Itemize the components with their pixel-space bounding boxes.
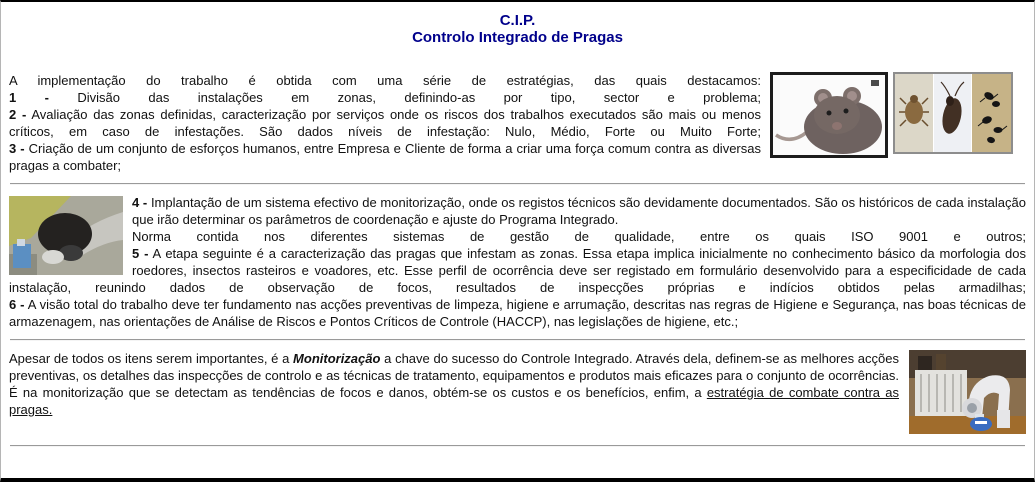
item-text: Divisão das instalações em zonas, definindo-as por tipo, sector e problema; [77,90,761,105]
text-before-emphasis: Apesar de todos os itens serem importantes, é a [9,351,294,366]
horizontal-rule-2 [10,339,1025,341]
strategies-text-block [9,72,761,174]
item-number: 1 - [9,90,49,105]
item-number: 4 - [132,195,148,210]
list-item-2 [9,106,761,140]
monitoring-emphasis: Monitorização [293,351,381,366]
item-text: Implantação de um sistema efectivo de monitorização, onde os registos técnicos são devidamente documentados. São os históricos de cada instalação que irão determinar os parâmetros de coordenação e ajuste do Programa Integrado. [132,195,1026,227]
section-monitoring-key [9,350,1026,436]
item-text: A etapa seguinte é a caracterização das pragas que infestam as zonas. Essa etapa implica inicialmente no conhecimento básico da morfologia dos roedores, insectos rasteiros e voadores, etc. Esse perfil de ocorrência deve ser registado em formulário desenvolvido para a especificidade de cada instalação, reunindo dados de observação de focos, resultados de inspecções próprias e indícios obtidos pelas armadilhas; [9,246,1026,295]
list-item-3 [9,140,761,174]
list-item-4 [9,194,1026,228]
item-text: Criação de um conjunto de esforços humanos, entre Empresa e Cliente de forma a criar uma força comum contra as diversas pragas a combater; [9,141,761,173]
section-monitoring-program [9,194,1026,330]
item-number: 6 - [9,297,25,312]
item-number: 2 - [9,107,27,122]
rat-photo [770,72,888,158]
underlined-strategy-text: estratégia de combate contra as pragas. [9,385,899,417]
list-item-5 [9,245,1026,296]
text-after-emphasis: a chave do sucesso do Controle Integrado. Através dela, definem-se as melhores acções preventivas, os detalhes das inspecções de controlo e as técnicas de tratamento, equipamentos e produtos mais eficazes para o conjunto de ocorrências. É na monitorização que se detectam as tendências de focos e danos, obtém-se os custos e os benefícios, enfim, a [9,351,899,400]
item-number: 3 - [9,141,25,156]
horizontal-rule-3 [10,445,1025,447]
section-strategies [9,72,1026,174]
horizontal-rule-1 [10,183,1025,185]
bottom-spacer [9,456,1026,464]
item-number: 5 - [132,246,149,261]
item-text: A visão total do trabalho deve ter fundamento nas acções preventivas de limpeza, higiene e arrumação, descritas nas regras de Higiene e Segurança, nas boas técnicas de armazenagem, nas orientações de Análise de Riscos e Pontos Críticos de Controle (HACCP), nas legislações de higiene, etc.; [9,297,1026,329]
list-item-1 [9,89,761,106]
item-text: Avaliação das zonas definidas, caracterização por serviços onde os riscos dos trabalhos executados são mais ou menos críticos, em caso de infestações. São dados níveis de infestação: Nulo, Médio, Forte ou Muito Forte; [9,107,762,139]
pest-control-work-photo [9,196,123,275]
norma-line: Norma contida nos diferentes sistemas de gestão de qualidade, entre os quais ISO 9001 e outros; [132,229,1026,244]
intro-paragraph: A implementação do trabalho é obtida com uma série de estratégias, das quais destacamos: [9,73,761,88]
insects-photo [893,72,1013,154]
title-acronym: C.I.P. [499,12,536,29]
page-title [9,12,1026,46]
list-item-6 [9,296,1026,330]
title-subtitle: Controlo Integrado de Pragas [412,29,623,46]
monitoring-paragraph [9,350,1026,418]
technician-spraying-photo [909,350,1026,434]
strategies-images [770,72,1013,158]
